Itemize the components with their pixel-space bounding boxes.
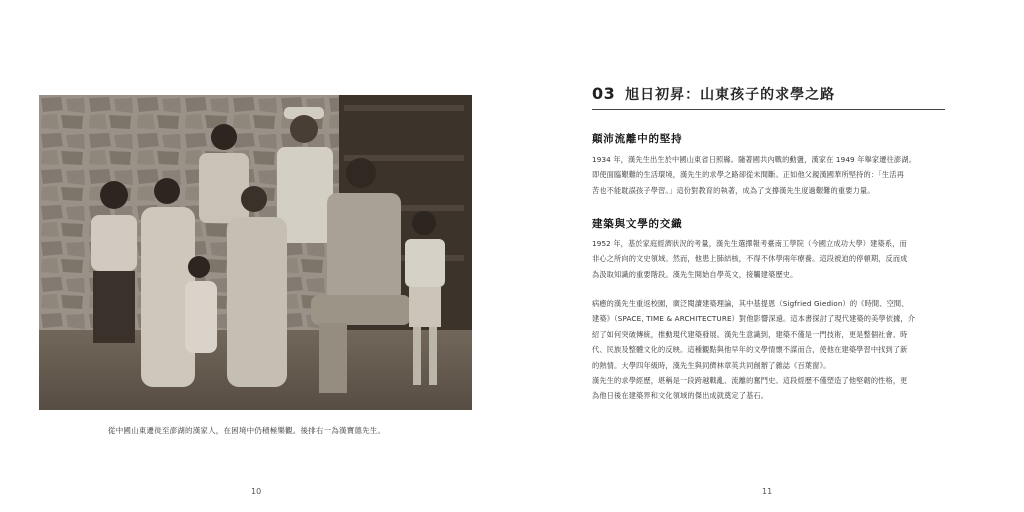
paragraph-line: 建築》（SPACE, TIME & ARCHITECTURE）對他影響深遠。這本書探討了現代建築的美學依據，介 bbox=[592, 314, 916, 324]
section-heading: 顛沛流離中的堅持 bbox=[592, 133, 683, 145]
paragraph-line: 病癒的漢先生重返校園，廣泛閱讀建築理論，其中基提恩（Sigfried Giedion）的《時間、空間、 bbox=[592, 299, 909, 308]
paragraph-line: 1952 年，基於家庭經濟狀況的考量，漢先生選擇報考臺南工學院（今國立成功大學）建築系，而 bbox=[592, 239, 907, 248]
paragraph-line: 紹了如何突破傳統，推動現代建築發展。漢先生意識到，建築不僅是一門技術，更是整個社會、時 bbox=[592, 329, 908, 339]
photo-caption: 從中國山東遷徙至澎湖的漢家人，在困境中仍積極樂觀。後排右一為漢寶德先生。 bbox=[108, 426, 386, 435]
paragraph-line: 苦也不能耽誤孩子學習。」這份對教育的執著，成為了支撐漢先生度過艱難的重要力量。 bbox=[592, 185, 875, 195]
family-photograph-image bbox=[39, 95, 472, 410]
paragraph-line: 為他日後在建築界和文化領域的傑出成就奠定了基石。 bbox=[592, 391, 769, 401]
paragraph-line: 1934 年，漢先生出生於中國山東省日照縣。隨著國共內戰的動盪，漢家在 1949 年舉家遷往澎湖。 bbox=[592, 155, 916, 164]
heading-rule bbox=[592, 109, 945, 110]
paragraph-line: 漢先生的求學經歷，堪稱是一段跨越戰亂、流離的奮鬥史。這段經歷不僅塑造了他堅韌的性格，更 bbox=[592, 376, 908, 386]
chapter-heading bbox=[592, 84, 944, 104]
section-paragraph bbox=[592, 236, 950, 282]
paragraph-line: 的熱情。大學四年級時，漢先生與同儕林章英共同創辦了雜誌《百葉窗》。 bbox=[592, 360, 831, 370]
section-heading: 建築與文學的交織 bbox=[592, 218, 683, 230]
chapter-title: 旭日初昇：山東孩子的求學之路 bbox=[625, 87, 836, 103]
section-paragraph bbox=[592, 296, 950, 404]
section-paragraph bbox=[592, 152, 950, 198]
paragraph-line: 代、民族及整體文化的反映。這種觀點與他早年的文學情懷不謀而合，使他在建築學習中找到了新 bbox=[592, 345, 908, 355]
page-number-right: 11 bbox=[762, 487, 773, 496]
chapter-number: 03 bbox=[592, 84, 616, 103]
paragraph-line: 為汲取知識的重要階段。漢先生開始自學英文，接觸建築歷史。 bbox=[592, 269, 798, 279]
paragraph-line: 即使面臨艱難的生活環境，漢先生的求學之路卻從未間斷。正如他父親漢國華所堅持的：「生活再 bbox=[592, 170, 904, 180]
page-number-left: 10 bbox=[251, 487, 262, 496]
paragraph-line: 非心之所向的文史領域。然而，他患上肺結核，不得不休學兩年療養。這段被迫的停頓期，反而成 bbox=[592, 254, 908, 264]
family-photograph bbox=[39, 95, 472, 410]
